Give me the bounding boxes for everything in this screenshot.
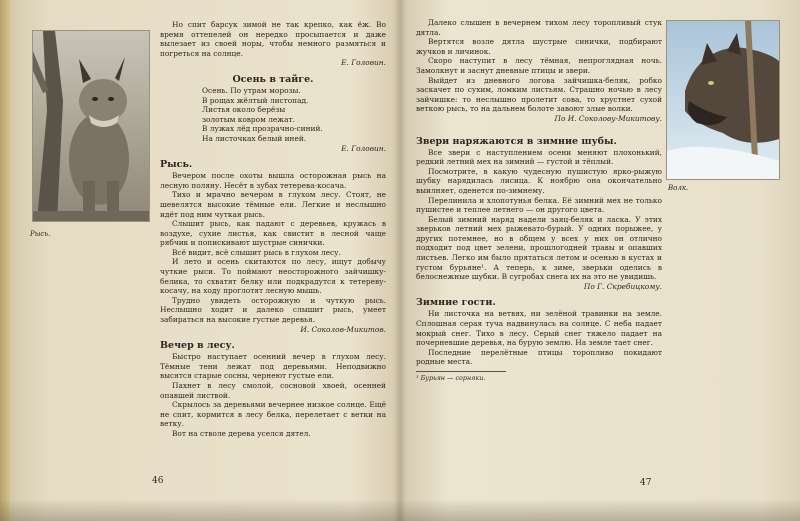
evening-paragraph: Скрылось за деревьями вечернее низкое солнце. Ещё не спит, кормится в лесу белка, перелетает с ветки на ветку. xyxy=(160,400,386,429)
evening-title: Вечер в лесу. xyxy=(160,340,235,352)
lynx-paragraph: Всё видит, всё слышит рысь в глухом лесу. xyxy=(172,247,341,257)
poem-source: Е. Головин. xyxy=(341,143,386,153)
lynx-paragraph: Вечером после охоты вышла осторожная рысь на лесную поляну. Несёт в зубах тетерева-косача. xyxy=(160,171,386,190)
footnote-rule xyxy=(416,371,506,372)
dusk-paragraph: Далеко слышен в вечернем тихом лесу торопливый стук дятла. xyxy=(416,18,662,37)
poem-line: В лужах лёд прозрачно-синий. xyxy=(202,124,323,134)
guests-paragraph: Ни листочка на ветвях, ни зелёной травинки на земле. Сплошная серая туча надвинулась на солнце. С неба падает мокрый снег. Тихо в лесу. Серый снег тяжело падает на почерневшие деревья, на бурую землю. На земле тает снег. xyxy=(416,309,662,348)
poem-line: На листочках белый иней. xyxy=(202,133,307,143)
poem-line: В рощах жёлтый листопад. xyxy=(202,95,309,105)
lynx-paragraph: Слышит рысь, как падают с деревьев, кружась в воздухе, сухие листья, как свистит в лесной чаще рябчик и попискивают шустрые синички. xyxy=(160,219,386,248)
footnote: ¹ Бурьян — сорняки. xyxy=(416,374,486,382)
page-number-left: 46 xyxy=(152,476,164,486)
evening-paragraph: Вот на стволе дерева уселся дятел. xyxy=(172,428,311,438)
wolf-illustration xyxy=(667,21,779,179)
poem-line: Листья около берёзы xyxy=(202,105,286,115)
lynx-paragraph: Трудно увидеть осторожную и чуткую рысь. Неслышно ходит и далеко слышит рысь, умеет забираться на высокие густые деревья. xyxy=(160,295,386,325)
right-page xyxy=(400,0,800,521)
poem-title: Осень в тайге. xyxy=(232,73,314,85)
lynx-source: И. Соколов-Микитов. xyxy=(300,324,386,334)
wolf-photo-caption: Волк. xyxy=(668,184,689,192)
poem xyxy=(160,86,386,144)
dusk-paragraph: Выйдет из дневного логова зайчишка-беляк, робко заскачет по сухим, ломким листьям. Страшно ночью в лесу зайчишке: то неслышно пролетит сова, то хрустнет сухой веткою рысь, то на дальнем болоте завоют злые волки. xyxy=(416,75,662,114)
page-bottom-shadow xyxy=(0,499,800,521)
winter-coats-title: Звери наряжаются в зимние шубы. xyxy=(416,135,617,147)
poem-line: золотым ковром лежат. xyxy=(202,114,295,124)
dusk-paragraph: Вертятся возле дятла шустрые синички, подбирают жучков и личинок. xyxy=(416,37,662,56)
lynx-photo xyxy=(32,30,150,222)
winter-coats-source: По Г. Скребицкому. xyxy=(583,281,662,291)
page-number-right: 47 xyxy=(640,478,652,488)
right-text-column xyxy=(416,18,662,382)
badger-paragraph: Но спит барсук зимой не так крепко, как ёж. Во время оттепелей он нередко просыпается и даже вылезает из своей норы, чтобы немного размяться и погреться на солнце. xyxy=(160,20,386,58)
evening-paragraph: Пахнет в лесу смолой, сосновой хвоей, осенней опавшей листвой. xyxy=(160,381,386,400)
winter-coats-paragraph: Посмотрите, в какую чудесную пушистую ярко-рыжую шубку нарядилась лисица. К ноябрю она окончательно выилняет, оденется по-зимнему. xyxy=(416,166,662,195)
left-text-column xyxy=(160,20,386,439)
winter-coats-paragraph: Белый зимний наряд надели заяц-беляк и ласка. У этих зверьков летний мех рыжевато-бурый. У одних порыжее, у других потемнее, но в общем у всех у них он отлично подходит под цвет зелени, прошлогодней травы и опавших листьев. Легко им было прятаться летом и осенью в кустах и густом бурьяне¹. А теперь, к зиме, зверьки оделись в белоснежные шубки. В сугробах снега их на это не увидишь. xyxy=(416,214,662,282)
winter-coats-paragraph: Перелинила и хлопотунья белка. Её зимний мех не только пушистее и теплее летнего — он другого цвета. xyxy=(416,195,662,215)
dusk-source: По И. Соколову-Микитову. xyxy=(554,113,662,123)
winter-coats-paragraph: Все звери с наступлением осени меняют плохонький, редкий летний мех на зимний — густой и тёплый. xyxy=(416,147,662,167)
poem-line: Осень. По утрам морозы. xyxy=(202,85,301,95)
lynx-paragraph: И лето и осень скитаются по лесу, ищут добычу чуткие рыси. То поймают неосторожного зайчишку-белика, то схватят белку или подкрадутся к тетереву-косачу, на ходу проглотят лесную мышь. xyxy=(160,257,386,296)
book-edge xyxy=(0,0,10,521)
dusk-paragraph: Скоро наступит в лесу тёмная, непроглядная ночь. Замолкнут и заснут дневные птицы и звери. xyxy=(416,56,662,75)
badger-source: Е. Головин. xyxy=(341,58,386,68)
lynx-title: Рысь. xyxy=(160,159,193,171)
evening-paragraph: Быстро наступает осенний вечер в глухом лесу. Тёмные тени лежат под деревьями. Неподвижно высятся старые сосны, чернеют густые ели. xyxy=(160,352,386,381)
left-page xyxy=(10,0,400,521)
guests-paragraph: Последние перелётные птицы торопливо покидают родные места. xyxy=(416,347,662,367)
lynx-illustration xyxy=(33,31,149,221)
lynx-paragraph: Тихо и мрачно вечером в глухом лесу. Стоят, не шевелятся высокие тёмные ели. Легкие и неслышно идёт под ним чуткая рысь. xyxy=(160,190,386,219)
wolf-photo xyxy=(666,20,780,180)
lynx-photo-caption: Рысь. xyxy=(30,230,51,238)
guests-title: Зимние гости. xyxy=(416,297,496,309)
